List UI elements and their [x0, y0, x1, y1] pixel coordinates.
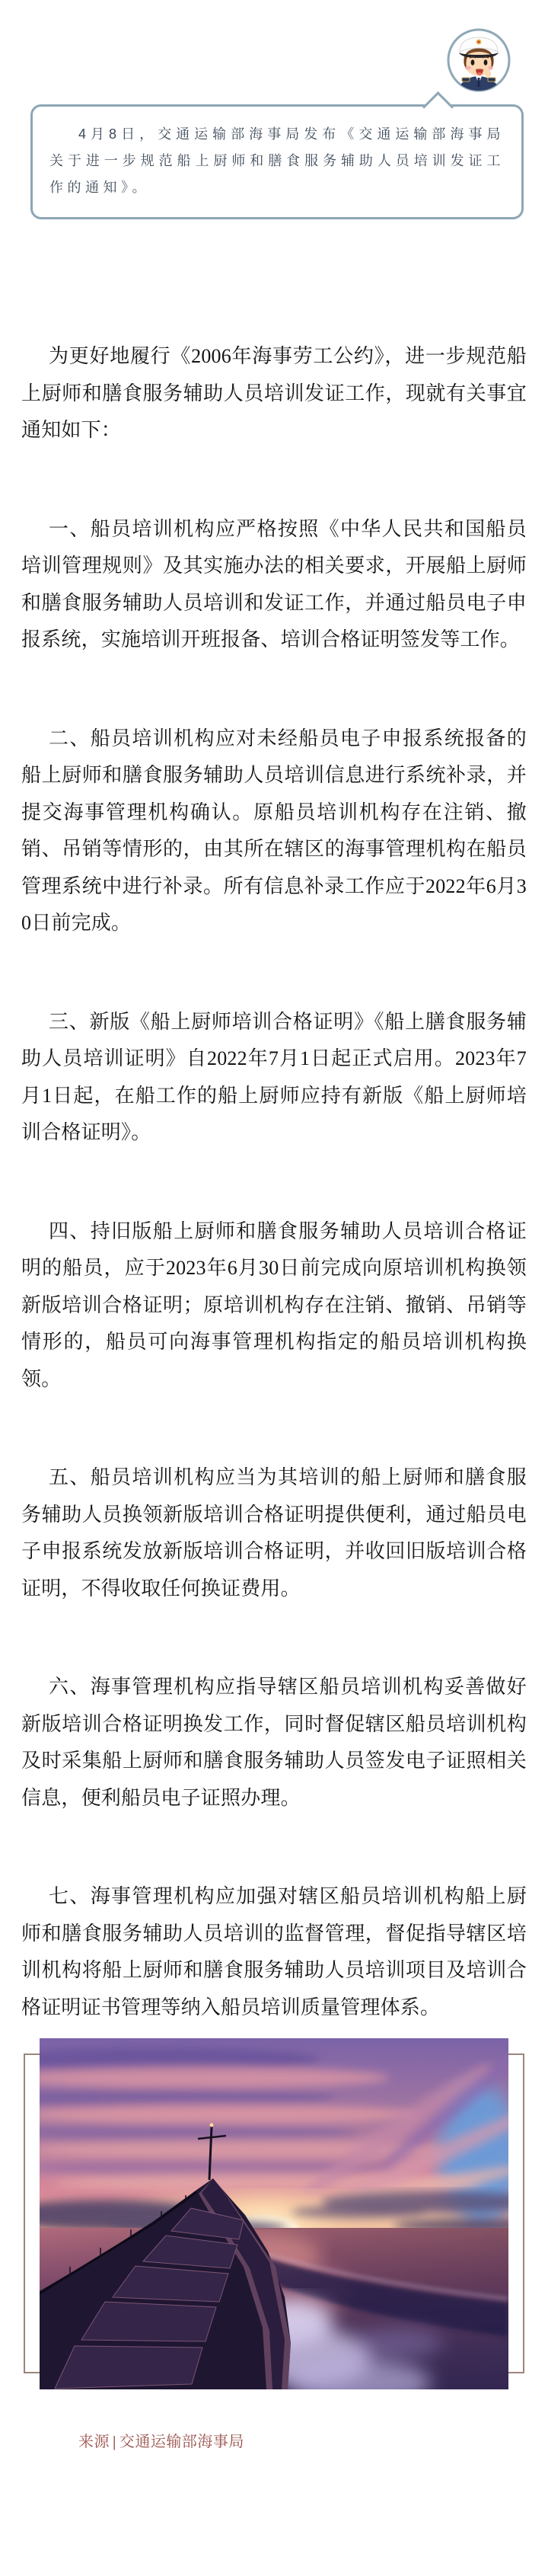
- summary-text: 4月8日，交通运输部海事局发布《交通运输部海事局关于进一步规范船上厨师和膳食服务辅助人员培训发证工作的通知》。: [49, 126, 505, 195]
- paragraph-item-7: 七、海事管理机构应加强对辖区船员培训机构船上厨师和膳食服务辅助人员培训的监督管理，督促指导辖区培训机构将船上厨师和膳食服务辅助人员培训项目及培训合格证明证书管理等纳入船员培训质量管理体系。: [21, 1885, 527, 2018]
- source-separator: |: [113, 2434, 116, 2450]
- paragraph-intro: 为更好地履行《2006年海事劳工公约》，进一步规范船上厨师和膳食服务辅助人员培训发证工作，现就有关事宜通知如下：: [21, 345, 527, 441]
- source-line: [78, 2431, 548, 2453]
- summary-bubble: [30, 104, 524, 219]
- paragraph-item-6: 六、海事管理机构应指导辖区船员培训机构妥善做好新版培训合格证明换发工作，同时督促辖区船员培训机构及时采集船上厨师和膳食服务辅助人员签发电子证照相关信息，便利船员电子证照办理。: [21, 1676, 527, 1809]
- bubble-pointer-icon: [422, 91, 454, 123]
- source-value: 交通运输部海事局: [119, 2434, 244, 2450]
- figure: [40, 2038, 508, 2389]
- paragraph-item-2: 二、船员培训机构应对未经船员电子申报系统报备的船上厨师和膳食服务辅助人员培训信息进行系统补录，并提交海事管理机构确认。原船员培训机构存在注销、撤销、吊销等情形的，由其所在辖区的海事管理机构在船员管理系统中进行补录。所有信息补录工作应于2022年6月30日前完成。: [21, 727, 527, 934]
- paragraph-item-5: 五、船员培训机构应当为其培训的船上厨师和膳食服务辅助人员换领新版培训合格证明提供便利，通过船员电子申报系统发放新版培训合格证明，并收回旧版培训合格证明，不得收取任何换证费用。: [21, 1466, 527, 1600]
- paragraph-item-4: 四、持旧版船上厨师和膳食服务辅助人员培训合格证明的船员，应于2023年6月30日前完成向原培训机构换领新版培训合格证明；原培训机构存在注销、撤销、吊销等情形的，船员可向海事管理机构指定的船员培训机构换领。: [21, 1219, 527, 1390]
- source-label: 来源: [78, 2434, 110, 2450]
- paragraph-item-3: 三、新版《船上厨师培训合格证明》《船上膳食服务辅助人员培训证明》自2022年7月1日起正式启用。2023年7月1日起，在船工作的船上厨师应持有新版《船上厨师培训合格证明》。: [21, 1010, 527, 1143]
- avatar: [446, 27, 511, 93]
- paragraph-item-1: 一、船员培训机构应严格按照《中华人民共和国船员培训管理规则》及其实施办法的相关要求，开展船上厨师和膳食服务辅助人员培训和发证工作，并通过船员电子申报系统，实施培训开班报备、培训合格证明签发等工作。: [21, 517, 527, 650]
- notice-body: [21, 338, 527, 2026]
- maritime-officer-icon: [446, 27, 511, 93]
- ship-sunset-photo[interactable]: [40, 2038, 508, 2389]
